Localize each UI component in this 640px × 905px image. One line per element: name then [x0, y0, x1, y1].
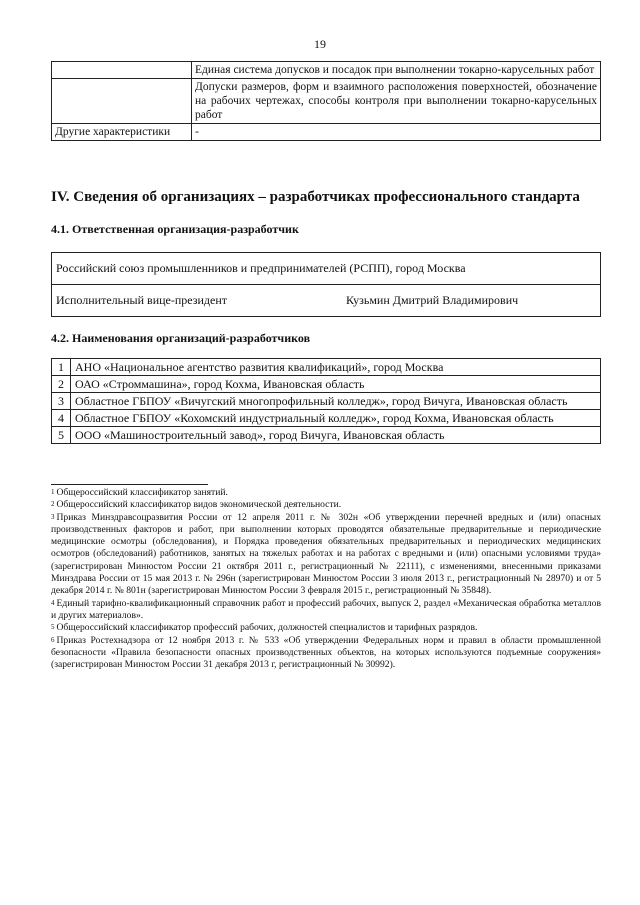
- table-row: [52, 253, 601, 285]
- table-row: [52, 427, 601, 444]
- row-number: 3: [52, 393, 71, 410]
- section-title: IV. Сведения об организациях – разработчиках профессионального стандарта: [51, 189, 580, 205]
- developer-name: ООО «Машиностроительный завод», город Вичуга, Ивановская область: [71, 427, 601, 444]
- footnote-mark: 4: [51, 598, 55, 607]
- footnote-mark: 5: [51, 623, 55, 632]
- table-row: [52, 376, 601, 393]
- footnotes: [51, 487, 601, 671]
- developer-name: АНО «Национальное агентство развития квалификаций», город Москва: [71, 359, 601, 376]
- table-cell-empty: [52, 62, 192, 79]
- footnote-mark: 1: [51, 488, 55, 496]
- table-row: [52, 62, 601, 79]
- footnote-mark: 6: [51, 635, 55, 644]
- table-cell-empty: [52, 79, 192, 124]
- table-row: [52, 393, 601, 410]
- page-number: 19: [314, 37, 326, 51]
- developer-name: Областное ГБПОУ «Вичугский многопрофильный колледж», город Вичуга, Ивановская область: [71, 393, 601, 410]
- responsible-person-cell: [52, 285, 601, 317]
- responsible-person-name: Кузьмин Дмитрий Владимирович: [346, 293, 519, 307]
- footnote: [51, 622, 601, 634]
- other-characteristics-value: -: [192, 124, 601, 141]
- footnote: [51, 635, 601, 672]
- footnote: [51, 598, 601, 623]
- developers-table: [51, 358, 601, 444]
- developer-name: ОАО «Строммашина», город Кохма, Ивановская область: [71, 376, 601, 393]
- responsible-position: Исполнительный вице-президент: [56, 293, 228, 307]
- footnote-text: Приказ Минздравсоцразвития России от 12 апреля 2011 г. № 302н «Об утверждении перечней вредных и (или) опасных производственных факторов и работ, при выполнении которых проводятся обязательные предварительные и периодические медицинские осмотры (обследования), и Порядка проведения обязательных предварительных и периодических медицинских осмотров (обследований) работников, занятых на тяжелых работах и на работах с вредными и (или) опасными условиями труда» (зарегистрирован Минюстом России 21 октября 2011 г., регистрационный № 22111), с изменениями, внесенными приказами Минздрава России от 15 мая 2013 г. № 296н (зарегистрирован Минюстом России 3 июля 2013 г., регистрационный № 28970) и от 5 декабря 2014 г. № 801н (зарегистрирован Минюстом России 3 февраля 2015 г., регистрационный № 35848).: [51, 511, 601, 597]
- footnote-text: Общероссийский классификатор видов экономической деятельности.: [56, 499, 342, 511]
- footnote: [51, 487, 601, 499]
- table-row: [52, 124, 601, 141]
- footnote: [51, 512, 601, 598]
- table-row: [52, 285, 601, 317]
- row-number: 4: [52, 410, 71, 427]
- footnote-separator: [51, 484, 208, 485]
- responsible-org-name: Российский союз промышленников и предпринимателей (РСПП), город Москва: [52, 253, 601, 285]
- other-characteristics-label: Другие характеристики: [52, 124, 192, 141]
- developers-heading: 4.2. Наименования организаций-разработчиков: [51, 331, 311, 345]
- footnote-text: Приказ Ростехнадзора от 12 ноября 2013 г. № 533 «Об утверждении Федеральных норм и правил в области промышленной безопасности «Правила безопасности опасных производственных объектов, на которых используются подъемные сооружения» (зарегистрирован Минюстом России 31 декабря 2013 г, регистрационный № 30992).: [51, 634, 601, 671]
- footnote-mark: 2: [51, 500, 55, 509]
- characteristics-table: [51, 61, 601, 141]
- footnote: [51, 499, 601, 511]
- table-row: [52, 410, 601, 427]
- responsible-org-heading: 4.1. Ответственная организация-разработчик: [51, 222, 299, 236]
- table-row: [52, 359, 601, 376]
- footnote-text: Общероссийский классификатор профессий рабочих, должностей специалистов и тарифных разрядов.: [56, 622, 478, 634]
- table-cell: Единая система допусков и посадок при выполнении токарно-карусельных работ: [192, 62, 601, 79]
- row-number: 5: [52, 427, 71, 444]
- footnote-text: Единый тарифно-квалификационный справочник работ и профессий рабочих, выпуск 2, раздел «Механическая обработка металлов и других материалов».: [51, 597, 601, 621]
- table-cell: Допуски размеров, форм и взаимного расположения поверхностей, обозначение на рабочих чертежах, способы контроля при выполнении токарно-карусельных работ: [192, 79, 601, 124]
- footnote-text: Общероссийский классификатор занятий.: [56, 487, 228, 498]
- footnote-mark: 3: [51, 512, 55, 521]
- table-row: [52, 79, 601, 124]
- row-number: 2: [52, 376, 71, 393]
- row-number: 1: [52, 359, 71, 376]
- developer-name: Областное ГБПОУ «Кохомский индустриальный колледж», город Кохма, Ивановская область: [71, 410, 601, 427]
- responsible-org-table: [51, 252, 601, 317]
